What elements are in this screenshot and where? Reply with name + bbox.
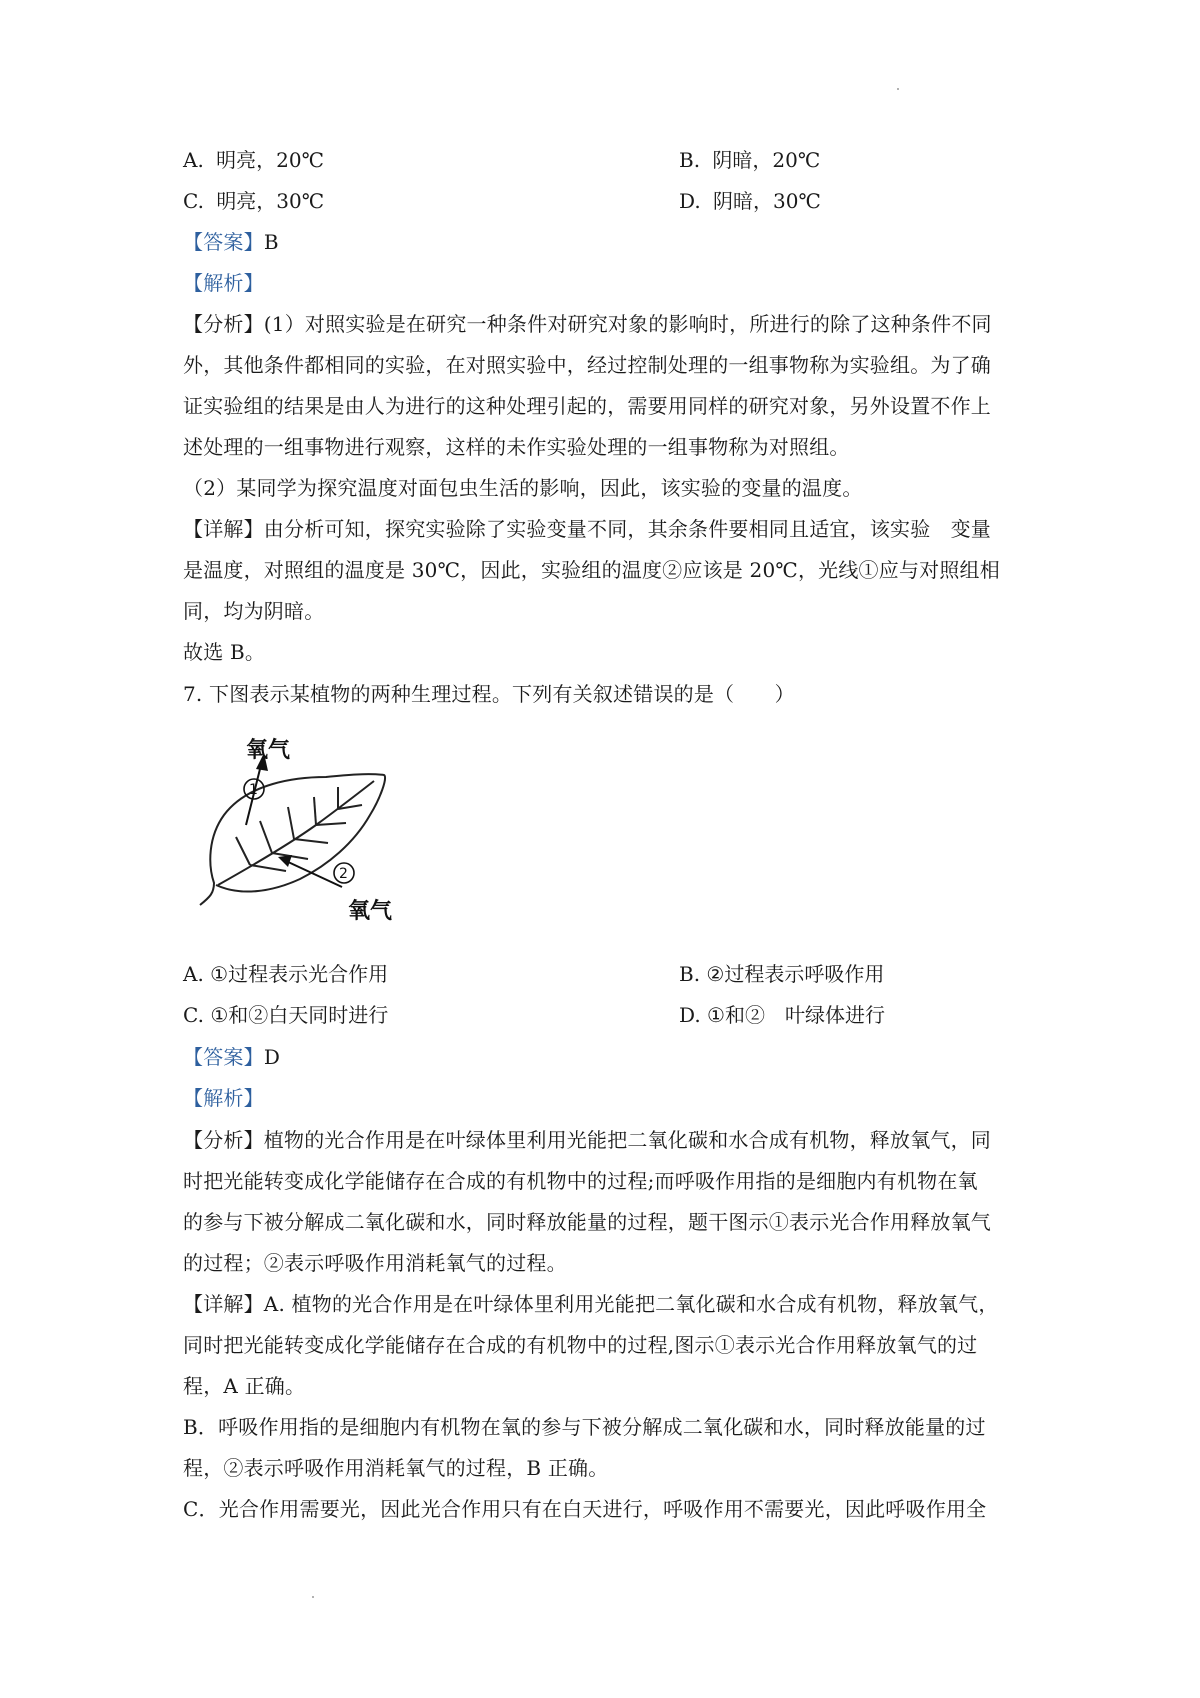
leaf-vein bbox=[250, 865, 286, 871]
leaf-vein bbox=[236, 837, 250, 865]
label-oxygen-top: 氧气 bbox=[246, 738, 291, 763]
q6-conclusion: 故选 B。 bbox=[183, 640, 266, 664]
q7-option-d bbox=[679, 1001, 885, 1029]
q6-option-b bbox=[679, 146, 820, 174]
q6-analysis-line: 外，其他条件都相同的实验，在对照实验中，经过控制处理的一组事物称为实验组。为了确 bbox=[183, 353, 991, 377]
q7-detail-line: B．呼吸作用指的是细胞内有机物在氧的参与下被分解成二氧化碳和水，同时释放能量的过 bbox=[183, 1415, 986, 1439]
leaf-figure bbox=[196, 733, 406, 923]
option-label: D. bbox=[679, 1003, 701, 1027]
option-text: ①和②白天同时进行 bbox=[210, 1003, 389, 1027]
leaf-vein bbox=[314, 797, 316, 825]
q7-detail-line: 【详解】A. 植物的光合作用是在叶绿体里利用光能把二氧化碳和水合成有机物，释放氧气， bbox=[183, 1292, 999, 1316]
q7-option-b bbox=[679, 960, 884, 988]
q7-detail-line: 程，A 正确。 bbox=[183, 1374, 306, 1398]
leaf-diagram bbox=[196, 733, 406, 923]
leaf-midrib bbox=[218, 781, 374, 885]
answer-value: D bbox=[263, 1045, 281, 1069]
option-text: 明亮，20℃ bbox=[216, 148, 324, 172]
mark-2: 2 bbox=[339, 866, 348, 882]
option-label: A. bbox=[183, 148, 204, 172]
mark-1: 1 bbox=[249, 782, 258, 798]
option-label: D. bbox=[679, 189, 701, 213]
q6-detail-line: 同，均为阴暗。 bbox=[183, 599, 325, 623]
answer-tag: 【答案】 bbox=[183, 1045, 264, 1069]
q7-analysis-line: 【分析】植物的光合作用是在叶绿体里利用光能把二氧化碳和水合成有机物，释放氧气，同 bbox=[183, 1128, 991, 1152]
q6-analysis-line: （2）某同学为探究温度对面包虫生活的影响，因此，该实验的变量的温度。 bbox=[183, 476, 863, 500]
option-text: 明亮，30℃ bbox=[216, 189, 325, 213]
q6-detail-line: 是温度，对照组的温度是 30℃，因此，实验组的温度②应该是 20℃，光线①应与对照组相 bbox=[183, 558, 1000, 582]
option-text: ①过程表示光合作用 bbox=[210, 962, 389, 986]
leaf-vein bbox=[288, 807, 294, 839]
scan-speck bbox=[312, 1596, 314, 1598]
leaf-vein bbox=[316, 823, 346, 825]
q7-option-a bbox=[183, 960, 388, 988]
option-label: C. bbox=[183, 1003, 204, 1027]
q6-analysis-line: 述处理的一组事物进行观察，这样的未作实验处理的一组事物称为对照组。 bbox=[183, 435, 850, 459]
q7-question: 7. 下图表示某植物的两种生理过程。下列有关叙述错误的是（ ） bbox=[183, 682, 795, 706]
q6-option-a bbox=[183, 146, 324, 174]
scan-speck bbox=[897, 88, 899, 90]
q6-analysis-line: 证实验组的结果是由人为进行的这种处理引起的，需要用同样的研究对象，另外设置不作上 bbox=[183, 394, 991, 418]
q7-detail-line: 程，②表示呼吸作用消耗氧气的过程，B 正确。 bbox=[183, 1456, 609, 1480]
option-text: 阴暗，30℃ bbox=[713, 189, 821, 213]
q6-detail-line: 【详解】由分析可知，探究实验除了实验变量不同，其余条件要相同且适宜，该实验 变量 bbox=[183, 517, 991, 541]
option-label: C. bbox=[183, 189, 204, 213]
q7-analysis-tag: 【解析】 bbox=[183, 1086, 264, 1110]
option-label: B. bbox=[679, 148, 701, 172]
option-label: A. bbox=[183, 962, 204, 986]
q6-option-d bbox=[679, 187, 821, 215]
leaf-vein bbox=[294, 839, 328, 843]
answer-value: B bbox=[263, 230, 279, 254]
option-text: ①和② 叶绿体进行 bbox=[707, 1003, 885, 1027]
q7-detail-line: C．光合作用需要光，因此光合作用只有在白天进行，呼吸作用不需要光，因此呼吸作用全 bbox=[183, 1497, 987, 1521]
q6-analysis-tag: 【解析】 bbox=[183, 271, 264, 295]
q7-answer bbox=[183, 1043, 1025, 1071]
option-text: 阴暗，20℃ bbox=[712, 148, 821, 172]
option-label: B. bbox=[679, 962, 701, 986]
arrow-in-head bbox=[278, 855, 292, 867]
q7-option-c bbox=[183, 1001, 388, 1029]
q6-option-c bbox=[183, 187, 324, 215]
q7-analysis-line: 的过程；②表示呼吸作用消耗氧气的过程。 bbox=[183, 1251, 567, 1275]
option-text: ②过程表示呼吸作用 bbox=[706, 962, 885, 986]
label-oxygen-bottom: 氧气 bbox=[348, 899, 393, 923]
answer-tag: 【答案】 bbox=[183, 230, 264, 254]
q7-analysis-line: 的参与下被分解成二氧化碳和水，同时释放能量的过程，题干图示①表示光合作用释放氧气 bbox=[183, 1210, 991, 1234]
leaf-vein bbox=[260, 821, 272, 853]
q7-analysis-line: 时把光能转变成化学能储存在合成的有机物中的过程;而呼吸作用指的是细胞内有机物在氧 bbox=[183, 1169, 978, 1193]
q6-analysis-line: 【分析】(1）对照实验是在研究一种条件对研究对象的影响时，所进行的除了这种条件不同 bbox=[183, 312, 992, 336]
q7-detail-line: 同时把光能转变成化学能储存在合成的有机物中的过程,图示①表示光合作用释放氧气的过 bbox=[183, 1333, 978, 1357]
q6-answer bbox=[183, 228, 1025, 256]
